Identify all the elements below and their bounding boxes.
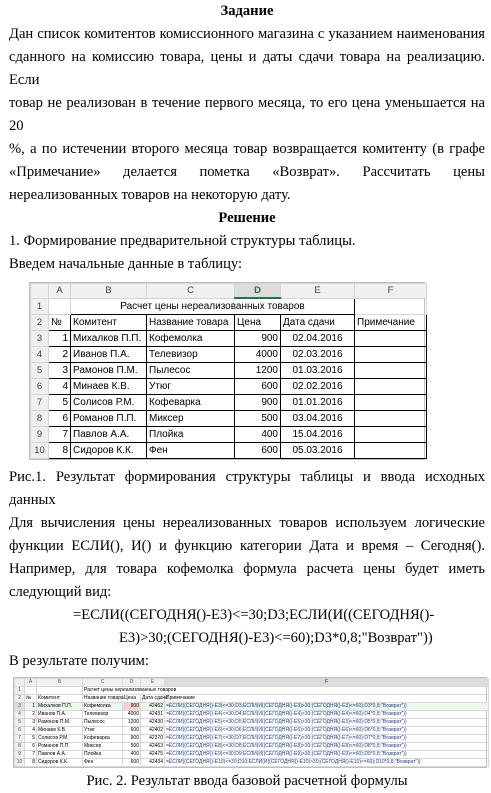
column-header-row: [15, 678, 489, 686]
calc-paragraph: [9, 512, 485, 604]
cell[interactable]: Павлов А.А.: [71, 426, 147, 442]
sheet-header-row: [15, 694, 489, 702]
cell[interactable]: Пылесос: [147, 362, 235, 378]
result-intro: В результате получим:: [9, 652, 149, 669]
cell[interactable]: 4000: [123, 710, 141, 718]
row-number[interactable]: 1: [15, 686, 25, 694]
cell[interactable]: Миксер: [147, 410, 235, 426]
cell[interactable]: 500: [123, 742, 141, 750]
task-line: нереализованных товаров на некоторую дату.: [9, 187, 291, 203]
cell[interactable]: Кофемолка: [83, 702, 123, 710]
cell[interactable]: Кофеварка: [83, 734, 123, 742]
cell[interactable]: [355, 298, 427, 314]
cell[interactable]: Фен: [83, 758, 123, 766]
table-row: [31, 378, 427, 394]
cell[interactable]: Плойка: [147, 426, 235, 442]
table-title-cell[interactable]: Расчет цены нереализованных товаров: [83, 686, 489, 694]
cell[interactable]: 8: [25, 758, 37, 766]
cell[interactable]: Иванов П.А.: [71, 346, 147, 362]
sheet-header-row: [31, 314, 427, 330]
cell[interactable]: 42370: [141, 734, 165, 742]
header-cell[interactable]: Комитент: [71, 314, 147, 330]
col-header-a[interactable]: A: [25, 678, 37, 686]
cell[interactable]: 2: [25, 710, 37, 718]
table-row: [15, 734, 489, 742]
header-cell[interactable]: №: [49, 314, 71, 330]
cell[interactable]: 6: [49, 410, 71, 426]
row-number[interactable]: 10: [31, 442, 49, 458]
task-heading: Задание: [220, 3, 274, 19]
cell[interactable]: 4: [25, 726, 37, 734]
cell[interactable]: Телевизор: [147, 346, 235, 362]
task-line: %, а по истечении второго месяца товар возвращается комитенту (в графе: [9, 141, 485, 157]
row-number[interactable]: 5: [15, 718, 25, 726]
cell[interactable]: [355, 378, 427, 394]
formula-cell[interactable]: =ЕСЛИ((СЕГОДНЯ()-E10)<=30;D10;ЕСЛИ(И((СЕГОДНЯ()-E10)>30;(СЕГОДНЯ()-E10)<=60);D10*0,8;"Возврат")): [165, 758, 489, 766]
cell[interactable]: [37, 686, 83, 694]
table-row: [31, 394, 427, 410]
cell[interactable]: 01.01.2016: [281, 394, 355, 410]
solution-heading: Решение: [218, 210, 276, 226]
calc-line: Для вычисления цены нереализованных товаров используем логические: [9, 514, 485, 531]
row-number[interactable]: 5: [31, 362, 49, 378]
row-number[interactable]: 6: [15, 726, 25, 734]
col-header-d[interactable]: D: [235, 284, 281, 299]
cell[interactable]: 600: [123, 726, 141, 734]
cell[interactable]: 400: [123, 750, 141, 758]
cell[interactable]: Романов П.П.: [71, 410, 147, 426]
cell[interactable]: Кофеварка: [147, 394, 235, 410]
cell[interactable]: 2: [49, 346, 71, 362]
table-row: [31, 410, 427, 426]
table-row: [15, 702, 489, 710]
cell[interactable]: 600: [235, 442, 281, 458]
formula-cell[interactable]: =ЕСЛИ((СЕГОДНЯ()-E3)<=30;D3;ЕСЛИ(И((СЕГОДНЯ()-E3)>30;(СЕГОДНЯ()-E3)<=60);D3*0,8;"Возврат")): [165, 702, 489, 710]
cell[interactable]: 42463: [141, 742, 165, 750]
cell[interactable]: 1: [25, 702, 37, 710]
cell[interactable]: [49, 298, 71, 314]
table-row: [15, 710, 489, 718]
cell[interactable]: Сидоров К.К.: [71, 442, 147, 458]
corner-cell[interactable]: [31, 284, 49, 299]
cell[interactable]: 15.04.2016: [281, 426, 355, 442]
cell[interactable]: Плойка: [83, 750, 123, 758]
col-header-e[interactable]: E: [141, 678, 165, 686]
cell[interactable]: 42462: [141, 702, 165, 710]
cell[interactable]: 8: [49, 442, 71, 458]
header-cell[interactable]: №: [25, 694, 37, 702]
task-line: сданного на комиссию товара, цены и даты сдачи товара на реализацию. Если: [9, 49, 485, 88]
cell[interactable]: [355, 410, 427, 426]
table-row: [31, 330, 427, 346]
column-header-row: [31, 284, 427, 299]
cell[interactable]: [355, 442, 427, 458]
cell[interactable]: 42431: [141, 710, 165, 718]
row-number[interactable]: 2: [31, 314, 49, 330]
row-number[interactable]: 4: [15, 710, 25, 718]
cell[interactable]: Миксер: [83, 742, 123, 750]
col-header-f[interactable]: F: [165, 678, 489, 686]
cell[interactable]: Кофемолка: [147, 330, 235, 346]
cell[interactable]: 02.03.2016: [281, 346, 355, 362]
table-row: [15, 758, 489, 766]
fig1-caption: Рис.1. Результат формирования структуры таблицы и ввода исходных данных: [9, 468, 485, 508]
cell[interactable]: 05.03.2016: [281, 442, 355, 458]
cell[interactable]: 42434: [141, 758, 165, 766]
calc-line: Например, для товара кофемолка формула расчета цены будет иметь: [9, 560, 485, 577]
cell[interactable]: 02.02.2016: [281, 378, 355, 394]
formula-line-1: =ЕСЛИ((СЕГОДНЯ()-E3)<=30;D3;ЕСЛИ(И((СЕГОДНЯ()-: [73, 606, 435, 623]
cell[interactable]: 42430: [141, 718, 165, 726]
cell[interactable]: 7: [49, 426, 71, 442]
cell[interactable]: 600: [235, 378, 281, 394]
cell[interactable]: Рамонов П.М.: [37, 718, 83, 726]
cell[interactable]: Сидоров К.К.: [37, 758, 83, 766]
row-number[interactable]: 9: [31, 426, 49, 442]
cell[interactable]: 6: [25, 742, 37, 750]
formula-cell[interactable]: =ЕСЛИ((СЕГОДНЯ()-E7)<=30;D7;ЕСЛИ(И((СЕГОДНЯ()-E7)>30;(СЕГОДНЯ()-E7)<=60);D7*0,8;"Возврат")): [165, 734, 489, 742]
cell[interactable]: 5: [25, 734, 37, 742]
row-number[interactable]: 10: [15, 758, 25, 766]
task-line: товар не реализован в течение первого месяца, то его цена уменьшается на 20: [9, 95, 485, 134]
header-cell[interactable]: Примечание: [165, 694, 489, 702]
row-number[interactable]: 1: [31, 298, 49, 314]
cell[interactable]: Солисов Р.М.: [37, 734, 83, 742]
cell[interactable]: [355, 426, 427, 442]
sheet-row: [31, 298, 427, 314]
header-cell[interactable]: Дата сдачи: [281, 314, 355, 330]
cell[interactable]: Михалков П.П.: [71, 330, 147, 346]
cell[interactable]: 01.03.2016: [281, 362, 355, 378]
cell[interactable]: 1: [49, 330, 71, 346]
row-number[interactable]: 6: [31, 378, 49, 394]
table-row: [31, 346, 427, 362]
cell[interactable]: 900: [123, 702, 141, 710]
table-row: [15, 726, 489, 734]
formula-cell[interactable]: =ЕСЛИ((СЕГОДНЯ()-E8)<=30;D8;ЕСЛИ(И((СЕГОДНЯ()-E8)>30;(СЕГОДНЯ()-E8)<=60);D8*0,8;"Возврат")): [165, 742, 489, 750]
cell[interactable]: 3: [25, 718, 37, 726]
header-cell[interactable]: Комитент: [37, 694, 83, 702]
cell[interactable]: Пылесос: [83, 718, 123, 726]
col-header-c[interactable]: C: [83, 678, 123, 686]
cell[interactable]: Иванов П.А.: [37, 710, 83, 718]
formula-cell[interactable]: =ЕСЛИ((СЕГОДНЯ()-E5)<=30;D5;ЕСЛИ(И((СЕГОДНЯ()-E5)>30;(СЕГОДНЯ()-E5)<=60);D5*0,8;"Возврат")): [165, 718, 489, 726]
cell[interactable]: [25, 686, 37, 694]
cell[interactable]: Солисов Р.М.: [71, 394, 147, 410]
col-header-a[interactable]: A: [49, 284, 71, 299]
col-header-b[interactable]: B: [37, 678, 83, 686]
row-number[interactable]: 3: [15, 702, 25, 710]
corner-cell[interactable]: [15, 678, 25, 686]
col-header-c[interactable]: C: [147, 284, 235, 299]
cell[interactable]: [355, 330, 427, 346]
cell[interactable]: Фен: [147, 442, 235, 458]
col-header-d[interactable]: D: [123, 678, 141, 686]
table-row: [15, 742, 489, 750]
table-row: [31, 426, 427, 442]
cell[interactable]: Утюг: [147, 378, 235, 394]
table-title-cell[interactable]: Расчет цены нереализованных товаров: [71, 298, 355, 314]
formula-line-2: E3)>30;(СЕГОДНЯ()-E3)<=60);D3*0,8;"Возврат")): [119, 629, 433, 646]
header-cell[interactable]: Название товара: [147, 314, 235, 330]
row-number[interactable]: 2: [15, 694, 25, 702]
formula-cell[interactable]: =ЕСЛИ((СЕГОДНЯ()-E4)<=30;D4;ЕСЛИ(И((СЕГОДНЯ()-E4)>30;(СЕГОДНЯ()-E4)<=60);D4*0,8;"Возврат")): [165, 710, 489, 718]
cell[interactable]: Телевизор: [83, 710, 123, 718]
cell[interactable]: 4000: [235, 346, 281, 362]
calc-line: функции ЕСЛИ(), И() и функцию категории Дата и время – Сегодня().: [9, 537, 485, 554]
row-number[interactable]: 9: [15, 750, 25, 758]
header-cell[interactable]: Примечание: [355, 314, 427, 330]
task-paragraph: [9, 23, 485, 207]
cell[interactable]: 4: [49, 378, 71, 394]
calc-line: следующий вид:: [9, 583, 112, 600]
cell[interactable]: [355, 394, 427, 410]
task-line: Дан список комитентов комиссионного магазина с указанием наименования: [9, 26, 485, 42]
cell[interactable]: 900: [235, 394, 281, 410]
cell[interactable]: 7: [25, 750, 37, 758]
row-number[interactable]: 7: [31, 394, 49, 410]
task-line: «Примечание» делается пометка «Возврат». Рассчитать цены: [9, 164, 485, 180]
cell[interactable]: 42475: [141, 750, 165, 758]
cell[interactable]: Михалков П.П.: [37, 702, 83, 710]
cell[interactable]: 600: [123, 758, 141, 766]
col-header-e[interactable]: E: [281, 284, 355, 299]
header-cell[interactable]: Название товара: [84, 694, 124, 701]
spreadsheet-initial: [29, 282, 425, 460]
cell[interactable]: 400: [235, 426, 281, 442]
spreadsheet-formula: [13, 677, 487, 768]
table-row: [31, 362, 427, 378]
header-cell[interactable]: Цена: [235, 314, 281, 330]
row-number[interactable]: 8: [31, 410, 49, 426]
cell[interactable]: Рамонов П.М.: [71, 362, 147, 378]
table-row: [31, 442, 427, 458]
intro-text: Введем начальные данные в таблицу:: [9, 256, 243, 272]
cell[interactable]: 02.04.2016: [281, 330, 355, 346]
table-row: [15, 750, 489, 758]
cell[interactable]: Павлов А.А.: [37, 750, 83, 758]
cell[interactable]: 500: [235, 410, 281, 426]
row-number[interactable]: 3: [31, 330, 49, 346]
cell[interactable]: 03.04.2016: [281, 410, 355, 426]
cell[interactable]: Минаев К.В.: [37, 726, 83, 734]
row-number[interactable]: 8: [15, 742, 25, 750]
formula-cell[interactable]: =ЕСЛИ((СЕГОДНЯ()-E6)<=30;D6;ЕСЛИ(И((СЕГОДНЯ()-E6)>30;(СЕГОДНЯ()-E6)<=60);D6*0,8;"Возврат")): [165, 726, 489, 734]
table-row: [15, 718, 489, 726]
cell[interactable]: Романов П.П.: [37, 742, 83, 750]
row-number[interactable]: 4: [31, 346, 49, 362]
cell[interactable]: 3: [49, 362, 71, 378]
cell[interactable]: 900: [123, 734, 141, 742]
step-1: 1. Формирование предварительной структуры таблицы.: [9, 233, 356, 249]
cell[interactable]: 1200: [235, 362, 281, 378]
cell[interactable]: 1200: [123, 718, 141, 726]
formula-cell[interactable]: =ЕСЛИ((СЕГОДНЯ()-E9)<=30;D9;ЕСЛИ(И((СЕГОДНЯ()-E9)>30;(СЕГОДНЯ()-E9)<=60);D9*0,8;"Возврат")): [165, 750, 489, 758]
cell[interactable]: Минаев К.В.: [71, 378, 147, 394]
header-cell[interactable]: Дата сдачи: [142, 694, 168, 701]
cell[interactable]: 5: [49, 394, 71, 410]
cell[interactable]: 42402: [141, 726, 165, 734]
cell[interactable]: 900: [235, 330, 281, 346]
cell[interactable]: Утюг: [83, 726, 123, 734]
header-cell[interactable]: Цена: [123, 694, 141, 702]
sheet-row: [15, 686, 489, 694]
row-number[interactable]: 7: [15, 734, 25, 742]
col-header-f[interactable]: F: [355, 284, 427, 299]
cell[interactable]: [355, 362, 427, 378]
col-header-b[interactable]: B: [71, 284, 147, 299]
cell[interactable]: [355, 346, 427, 362]
fig2-caption: Рис. 2. Результат ввода базовой расчетной формулы: [86, 772, 408, 789]
